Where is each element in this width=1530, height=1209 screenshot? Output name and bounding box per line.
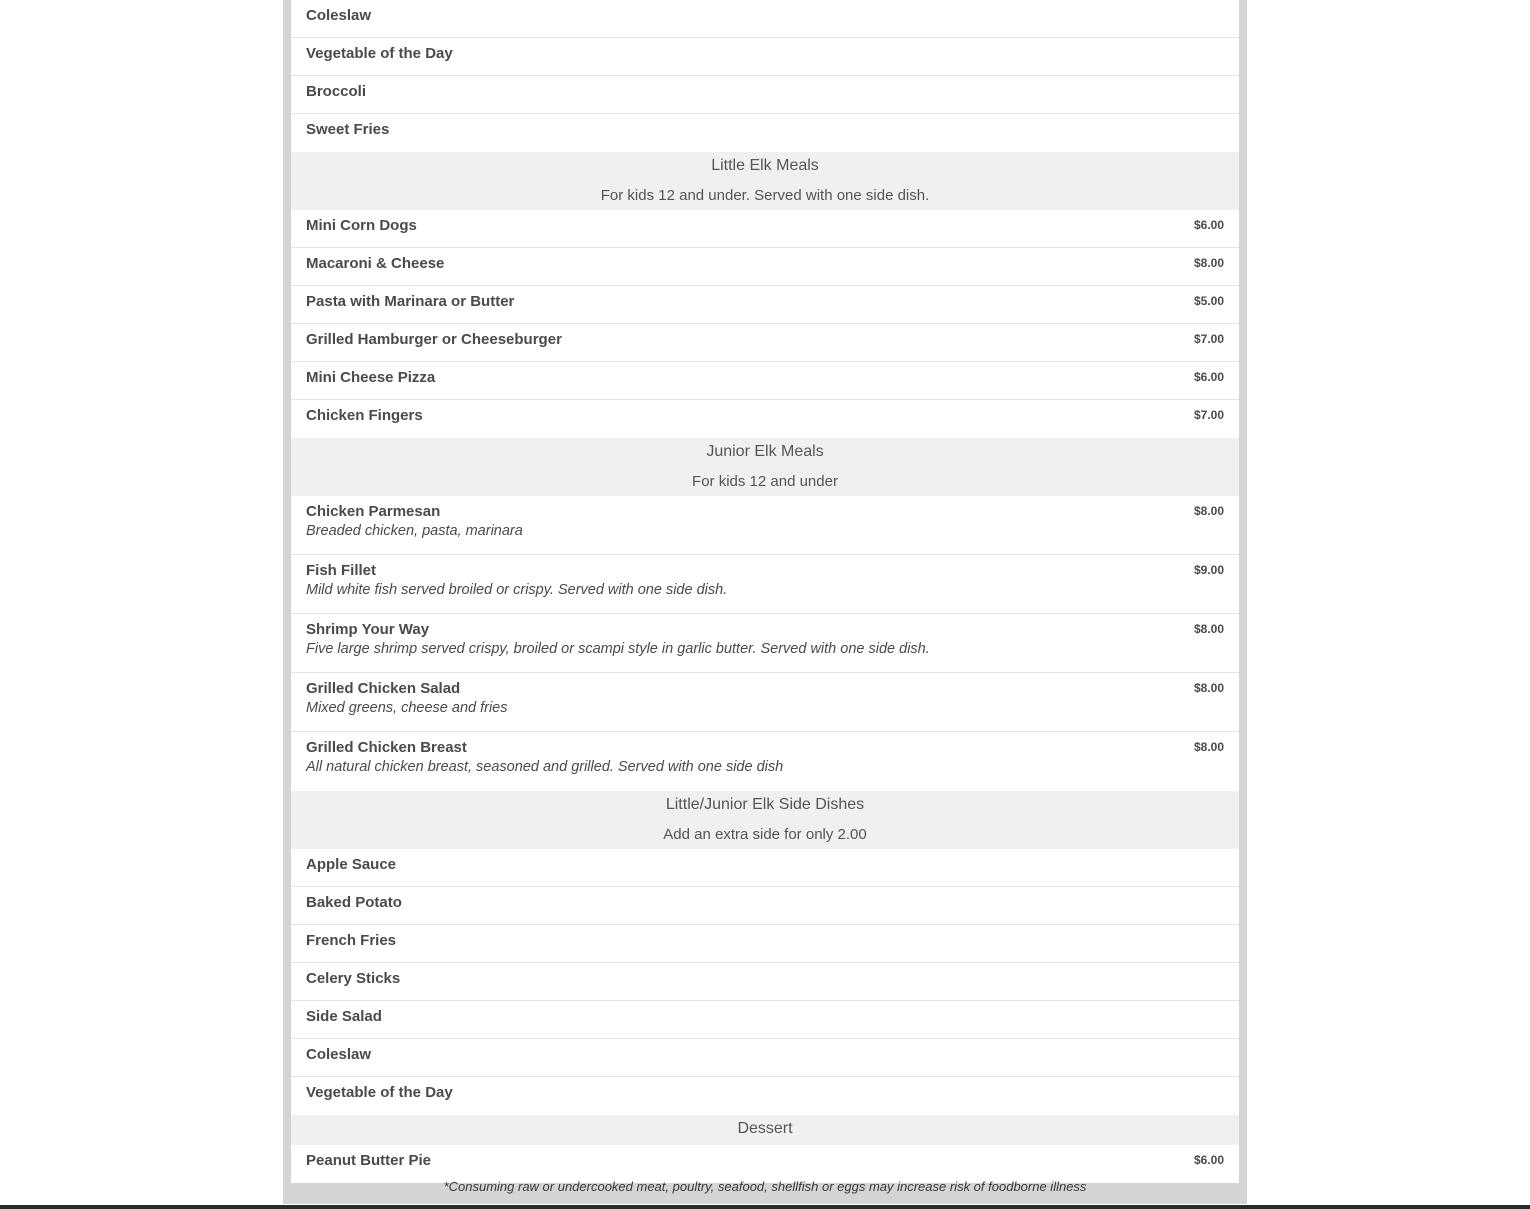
section-title: Little Elk Meals [711, 157, 819, 174]
item-name: Shrimp Your Way [306, 621, 430, 638]
list-item [291, 963, 1239, 1001]
section-header-dessert [291, 1115, 1239, 1145]
item-name: Vegetable of the Day [306, 45, 453, 62]
menu-item [291, 496, 1239, 555]
item-name: Grilled Hamburger or Cheeseburger [306, 331, 562, 348]
item-name: French Fries [306, 932, 397, 949]
menu-item [291, 362, 1239, 400]
item-name: Pasta with Marinara or Butter [306, 293, 515, 310]
section-subtitle: Add an extra side for only 2.00 [663, 826, 867, 843]
menu-item [291, 210, 1239, 248]
section-header-side-dishes [291, 791, 1239, 849]
section-header-junior-elk [291, 438, 1239, 496]
item-name: Apple Sauce [306, 856, 397, 873]
item-description: Mixed greens, cheese and fries [306, 700, 508, 716]
menu-item [291, 732, 1239, 791]
item-price: $5.00 [1193, 294, 1224, 308]
section-subtitle: For kids 12 and under. Served with one side dish. [600, 187, 930, 204]
menu-list [291, 0, 1239, 1183]
list-item [291, 38, 1239, 76]
item-name: Sweet Fries [306, 121, 390, 138]
item-name: Grilled Chicken Breast [306, 739, 467, 756]
item-price: $8.00 [1193, 740, 1224, 754]
item-price: $9.00 [1193, 563, 1224, 577]
list-item [291, 0, 1239, 38]
menu-item [291, 673, 1239, 732]
item-price: $6.00 [1193, 218, 1224, 232]
item-description: All natural chicken breast, seasoned and grilled. Served with one side dish [306, 759, 784, 775]
item-price: $6.00 [1193, 1153, 1224, 1167]
section-title: Little/Junior Elk Side Dishes [665, 796, 865, 813]
item-description: Breaded chicken, pasta, marinara [306, 523, 523, 539]
menu-item [291, 555, 1239, 614]
menu-item [291, 400, 1239, 438]
disclaimer-text: *Consuming raw or undercooked meat, poultry, seafood, shellfish or eggs may increase risk of foodborne illness [443, 1179, 1087, 1194]
list-item [291, 1077, 1239, 1115]
item-price: $8.00 [1193, 681, 1224, 695]
item-price: $7.00 [1193, 332, 1224, 346]
menu-item [291, 614, 1239, 673]
item-price: $8.00 [1193, 622, 1224, 636]
item-name: Coleslaw [306, 1046, 372, 1063]
item-name: Coleslaw [306, 7, 372, 24]
list-item [291, 925, 1239, 963]
item-name: Baked Potato [306, 894, 402, 911]
item-price: $6.00 [1193, 370, 1224, 384]
section-subtitle: For kids 12 and under [692, 473, 838, 490]
menu-panel [283, 0, 1247, 1204]
item-name: Mini Corn Dogs [306, 217, 417, 234]
menu-item [291, 286, 1239, 324]
item-name: Side Salad [306, 1008, 382, 1025]
item-name: Vegetable of the Day [306, 1084, 453, 1101]
menu-item [291, 248, 1239, 286]
item-name: Chicken Fingers [306, 407, 423, 424]
list-item [291, 114, 1239, 152]
item-price: $8.00 [1193, 256, 1224, 270]
section-header-little-elk [291, 152, 1239, 210]
item-price: $8.00 [1193, 504, 1224, 518]
item-name: Macaroni & Cheese [306, 255, 445, 272]
bottom-divider [0, 1205, 1530, 1209]
item-description: Five large shrimp served crispy, broiled or scampi style in garlic butter. Served with one side dish. [306, 641, 930, 657]
item-name: Grilled Chicken Salad [306, 680, 461, 697]
section-title: Junior Elk Meals [706, 443, 824, 460]
list-item [291, 849, 1239, 887]
list-item [291, 887, 1239, 925]
list-item [291, 1039, 1239, 1077]
menu-item [291, 1145, 1239, 1183]
menu-item [291, 324, 1239, 362]
item-name: Fish Fillet [306, 562, 377, 579]
item-name: Celery Sticks [306, 970, 401, 987]
item-name: Peanut Butter Pie [306, 1152, 432, 1169]
section-title: Dessert [737, 1120, 793, 1137]
item-description: Mild white fish served broiled or crispy. Served with one side dish. [306, 582, 728, 598]
item-name: Broccoli [306, 83, 367, 100]
list-item [291, 1001, 1239, 1039]
item-name: Chicken Parmesan [306, 503, 441, 520]
item-name: Mini Cheese Pizza [306, 369, 436, 386]
list-item [291, 76, 1239, 114]
item-price: $7.00 [1193, 408, 1224, 422]
